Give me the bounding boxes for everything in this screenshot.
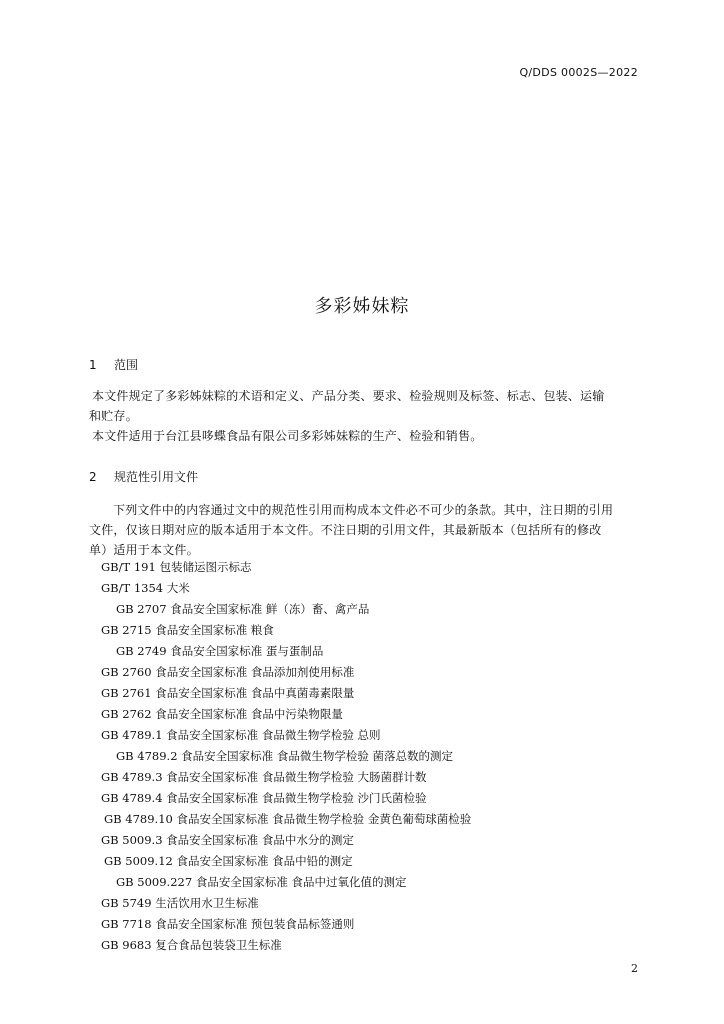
section-2-title: 规范性引用文件 <box>114 470 199 484</box>
reference-item: GB 2707 食品安全国家标准 鲜（冻）畜、禽产品 <box>116 602 370 616</box>
section-2-number: 2 <box>89 470 97 484</box>
reference-item: GB 7718 食品安全国家标准 预包装食品标签通则 <box>101 917 355 931</box>
paragraph-line: 本文件规定了多彩姊妹粽的术语和定义、产品分类、要求、检验规则及标签、标志、包装、运输 <box>92 389 605 403</box>
reference-item: GB 2762 食品安全国家标准 食品中污染物限量 <box>101 707 343 721</box>
paragraph-line: 文件，仅该日期对应的版本适用于本文件。不注日期的引用文件，其最新版本（包括所有的修改 <box>89 523 602 537</box>
reference-item: GB 5009.12 食品安全国家标准 食品中铅的测定 <box>104 854 353 868</box>
paragraph-line: 和贮存。 <box>89 409 138 423</box>
paragraph-line: 单）适用于本文件。 <box>89 543 199 557</box>
reference-item: GB 4789.2 食品安全国家标准 食品微生物学检验 菌落总数的测定 <box>116 749 453 763</box>
reference-item: GB 4789.10 食品安全国家标准 食品微生物学检验 金黄色葡萄球菌检验 <box>104 812 472 826</box>
reference-item: GB/T 191 包装储运图示标志 <box>101 560 252 574</box>
reference-item: GB 2749 食品安全国家标准 蛋与蛋制品 <box>116 644 324 658</box>
reference-item: GB/T 1354 大米 <box>101 581 190 595</box>
paragraph-line: 本文件适用于台江县哆蝶食品有限公司多彩姊妹粽的生产、检验和销售。 <box>92 429 483 443</box>
reference-item: GB 9683 复合食品包装袋卫生标准 <box>101 938 282 952</box>
section-1-heading <box>89 356 138 373</box>
doc-code: Q/DDS 0002S—2022 <box>519 66 638 79</box>
reference-item: GB 5009.227 食品安全国家标准 食品中过氧化值的测定 <box>116 875 407 889</box>
paragraph-line: 下列文件中的内容通过文中的规范性引用而构成本文件必不可少的条款。其中，注日期的引用 <box>113 503 614 517</box>
section-2-intro <box>89 500 639 560</box>
reference-item: GB 4789.4 食品安全国家标准 食品微生物学检验 沙门氏菌检验 <box>101 791 427 805</box>
reference-item: GB 5749 生活饮用水卫生标准 <box>101 896 259 910</box>
document-title: 多彩姊妹粽 <box>314 296 410 317</box>
reference-item: GB 4789.3 食品安全国家标准 食品微生物学检验 大肠菌群计数 <box>101 770 427 784</box>
section-1-number: 1 <box>89 358 97 372</box>
reference-item: GB 4789.1 食品安全国家标准 食品微生物学检验 总则 <box>101 728 381 742</box>
reference-item: GB 2715 食品安全国家标准 粮食 <box>101 623 274 637</box>
page-number: 2 <box>631 962 638 975</box>
reference-item: GB 2761 食品安全国家标准 食品中真菌毒素限量 <box>101 686 355 700</box>
section-2-heading <box>89 468 198 485</box>
section-1-title: 范围 <box>114 358 139 372</box>
reference-item: GB 2760 食品安全国家标准 食品添加剂使用标准 <box>101 665 355 679</box>
section-1-paragraph-1 <box>89 386 639 426</box>
reference-item: GB 5009.3 食品安全国家标准 食品中水分的测定 <box>101 833 354 847</box>
section-1-paragraph-2 <box>89 426 639 446</box>
